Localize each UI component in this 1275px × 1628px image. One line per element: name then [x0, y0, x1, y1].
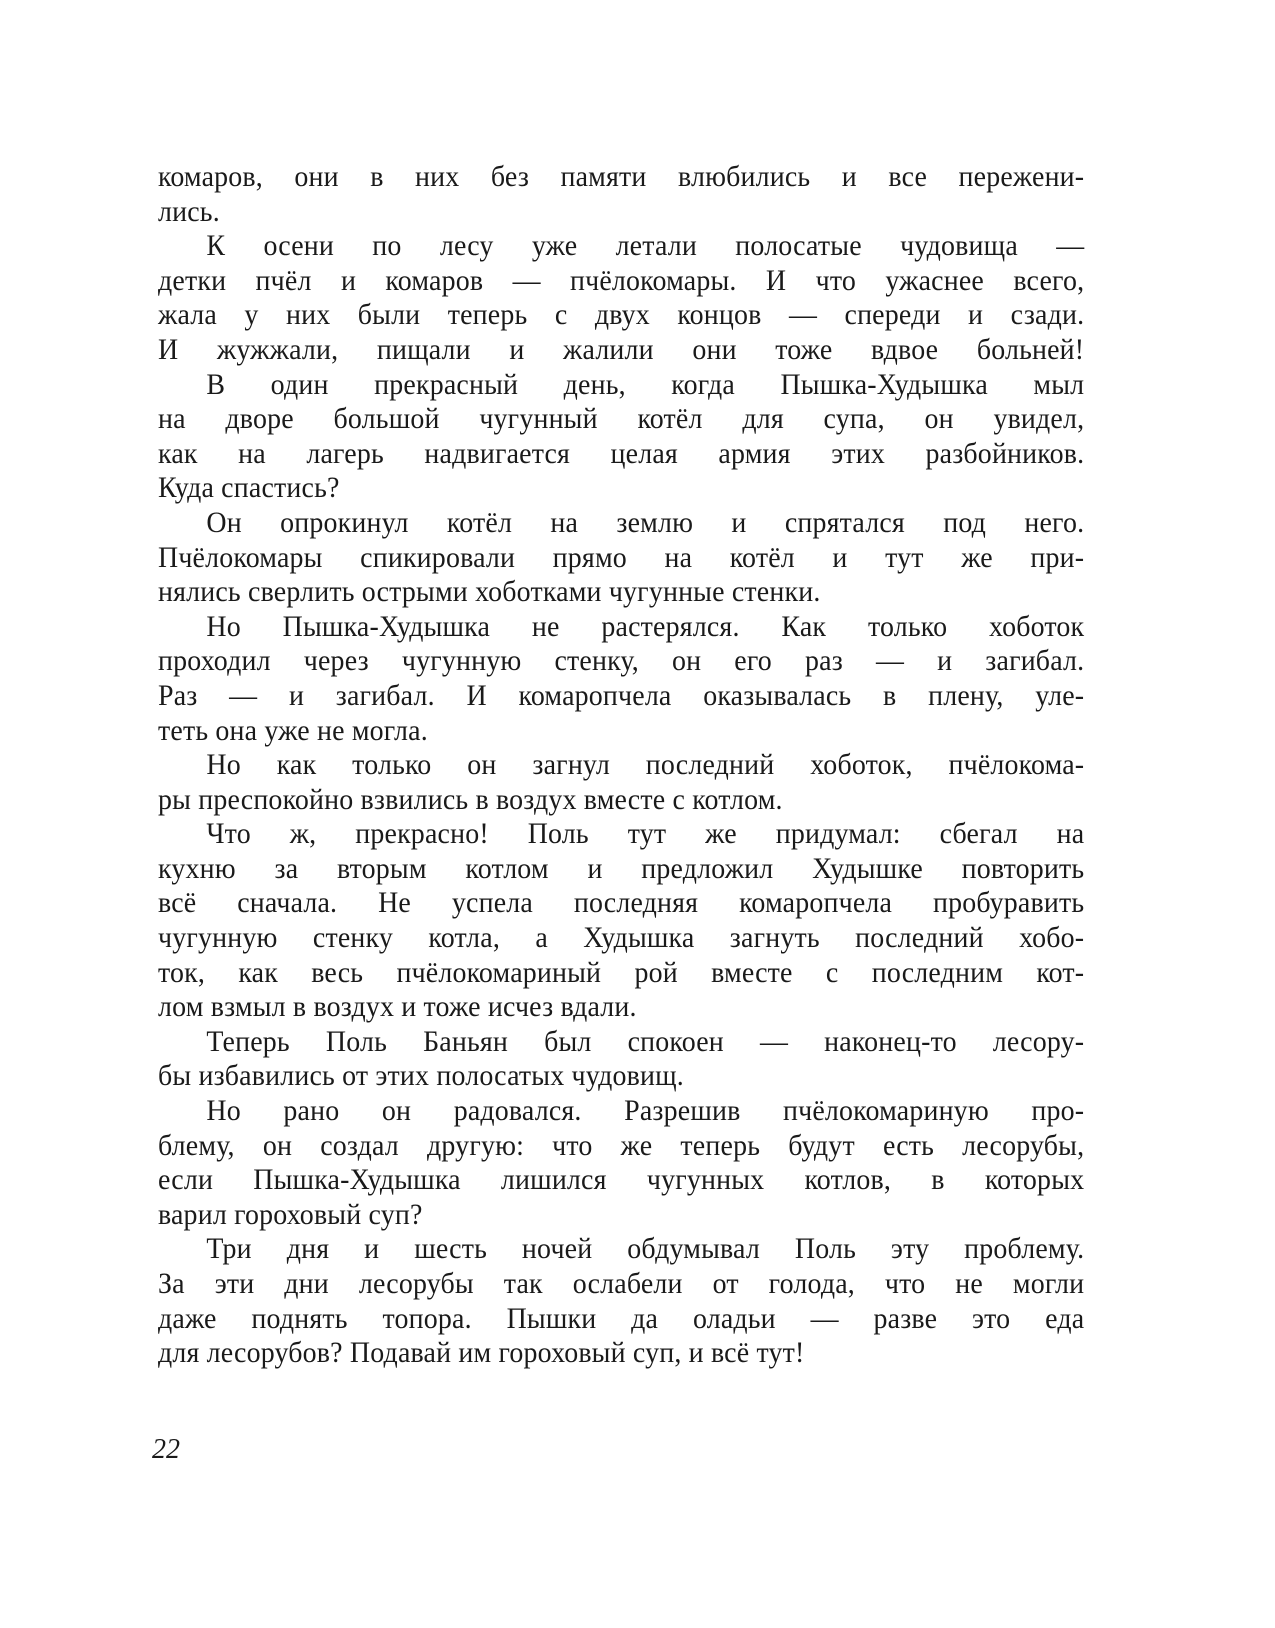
paragraph-first-line: К осени по лесу уже летали полосатые чудовища —	[206, 229, 1085, 263]
text-line: для лесорубов? Подавай им гороховый суп, и всё тут!	[158, 1336, 805, 1370]
text-line: комаров, они в них без памяти влюбились и все пережени-	[158, 160, 1085, 193]
page-body-text	[158, 160, 1084, 1371]
text-line: ток, как весь пчёлокомариный рой вместе с последним кот-	[158, 955, 1085, 989]
text-line: лом взмыл в воздух и тоже исчез вдали.	[158, 990, 637, 1024]
text-line: Куда спастись?	[158, 471, 340, 505]
text-line: даже поднять топора. Пышки да оладьи — разве это еда	[158, 1301, 1085, 1335]
text-line: Раз — и загибал. И комаропчела оказывалась в плену, уле-	[158, 678, 1085, 712]
text-line: чугунную стенку котла, а Худышка загнуть последний хобо-	[158, 921, 1085, 955]
text-line: бы избавились от этих полосатых чудовищ.	[158, 1059, 684, 1093]
text-line: всё сначала. Не успела последняя комаропчела пробуравить	[158, 886, 1085, 920]
paragraph-first-line: Но как только он загнул последний хоботок, пчёлокома-	[206, 748, 1085, 782]
paragraph-first-line: Он опрокинул котёл на землю и спрятался под него.	[206, 505, 1085, 539]
text-line: кухню за вторым котлом и предложил Худышке повторить	[158, 851, 1085, 885]
text-line: варил гороховый суп?	[158, 1197, 423, 1231]
text-line: блему, он создал другую: что же теперь будут есть лесорубы,	[158, 1128, 1085, 1162]
text-line: За эти дни лесорубы так ослабели от голода, что не могли	[158, 1267, 1085, 1300]
text-line: если Пышка-Худышка лишился чугунных котлов, в которых	[158, 1163, 1085, 1197]
paragraph-first-line: Но рано он радовался. Разрешив пчёлокомариную про-	[206, 1094, 1085, 1128]
text-line: И жужжали, пищали и жалили они тоже вдвое больней!	[158, 332, 1085, 366]
paragraph-first-line: Три дня и шесть ночей обдумывал Поль эту проблему.	[206, 1232, 1085, 1266]
text-line: на дворе большой чугунный котёл для супа, он увидел,	[158, 402, 1085, 436]
text-line: Пчёлокомары спикировали прямо на котёл и тут же при-	[158, 540, 1085, 574]
paragraph-first-line: В один прекрасный день, когда Пышка-Худышка мыл	[206, 367, 1085, 401]
text-line: жала у них были теперь с двух концов — спереди и сзади.	[158, 298, 1085, 332]
paragraph-first-line: Что ж, прекрасно! Поль тут же придумал: сбегал на	[206, 817, 1085, 851]
text-line: детки пчёл и комаров — пчёлокомары. И что ужаснее всего,	[158, 263, 1085, 297]
text-line: нялись сверлить острыми хоботками чугунные стенки.	[158, 575, 821, 609]
text-line: ры преспокойно взвились в воздух вместе с котлом.	[158, 782, 783, 816]
paragraph-first-line: Теперь Поль Баньян был спокоен — наконец-то лесору-	[206, 1024, 1085, 1058]
text-line: как на лагерь надвигается целая армия этих разбойников.	[158, 436, 1085, 470]
paragraph-first-line: Но Пышка-Худышка не растерялся. Как только хоботок	[206, 609, 1085, 643]
text-line: проходил через чугунную стенку, он его раз — и загибал.	[158, 644, 1085, 678]
text-line: лись.	[158, 194, 220, 228]
text-line: теть она уже не могла.	[158, 713, 428, 747]
page-number: 22	[152, 1434, 180, 1465]
